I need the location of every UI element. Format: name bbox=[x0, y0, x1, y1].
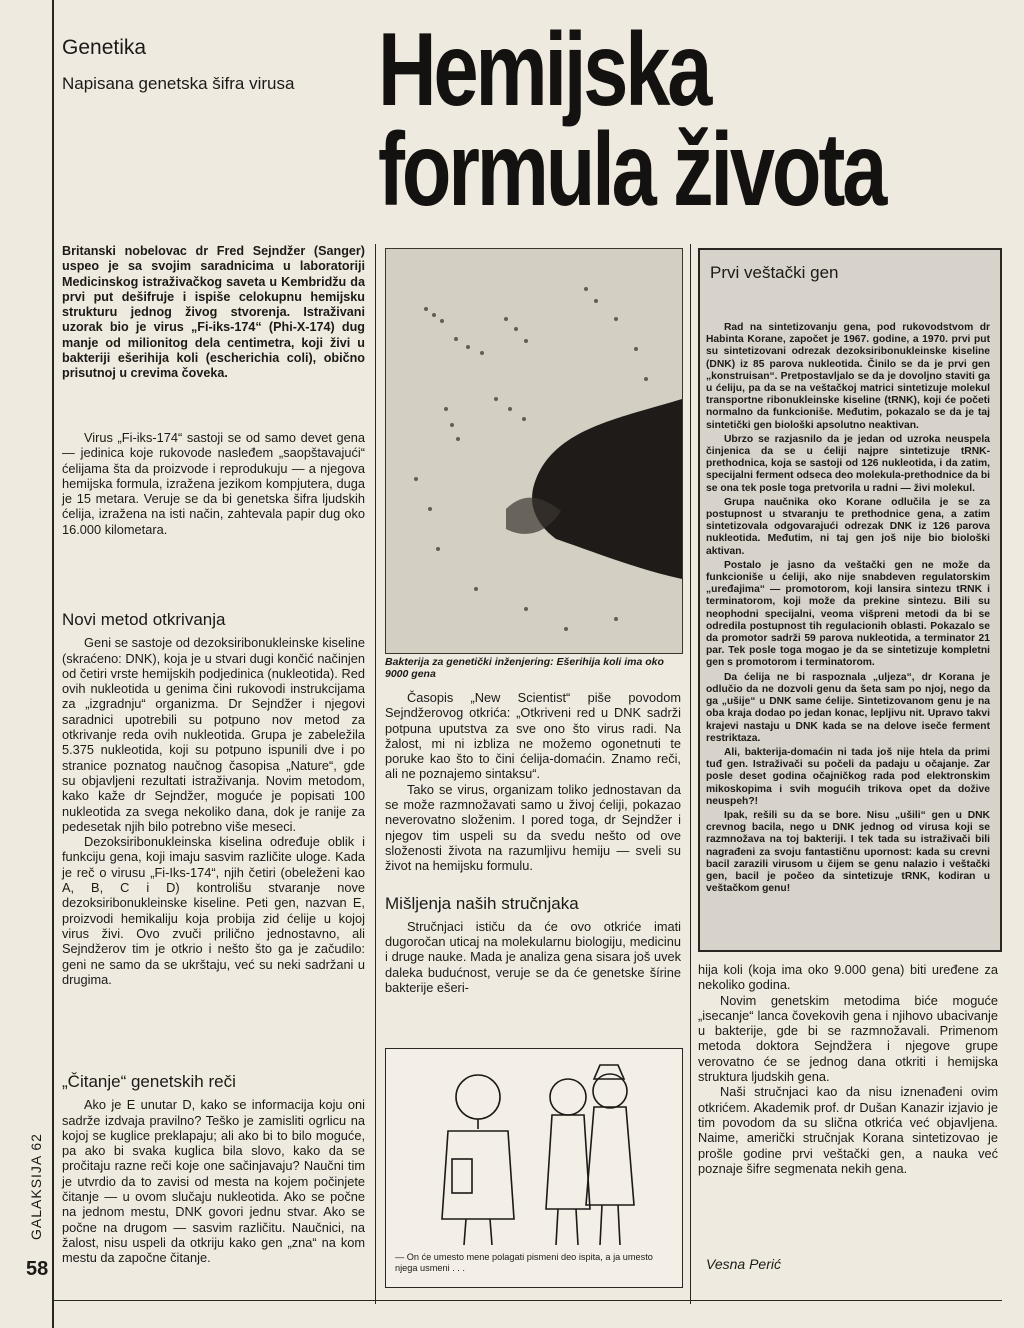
box-paragraph-1: Rad na sintetizovanju gena, pod rukovodstvom dr Habinta Korane, započet je 1967. godine, a 1970. prvi put su sintetizovani odrezak dezoksiribonukleinske kiseline (DNK) iz 85 parova nukleotida. Činilo se da je prvi gen „konstruisan“. Pretpostavljalo se da je dovoljno staviti ga u ćeliju, pa da se na veštačkoj matrici sintetizuje molekul transportne ribonukleinske kiseline (tRNK), koji će početi normalno da funkcioniše. Međutim, pokazalo se da je taj sintetički gen biološki apsolutno neaktivan. bbox=[706, 322, 990, 431]
column-rule-2 bbox=[690, 244, 691, 1304]
col1-paragraph-3: Dezoksiribonukleinska kiselina određuje oblik i funkciju gena, koji imaju sasvim različite uloge. Kada je reč o virusu „Fi-Iks-174“, njih četiri (obeleženi kao A, B, C i D) kontrolišu stvaranje nove dezoksiribonukleinske kiseline. Peti gen, nazvan E, proizvodi hemikaliju koja probija zid ćelije u kojoj virus živi. Ovo zvuči prilično jednostavno, ali Sejndžerov tim je otkrio i nešto što ga je začudilo: geni ne samo da se ukrštaju, već su neki sadržani u drugima. bbox=[62, 834, 365, 987]
bottom-rule bbox=[52, 1300, 1002, 1301]
cartoon-caption: — On će umesto mene polagati pismeni deo ispita, a ja umesto njega usmeni . . . bbox=[395, 1252, 653, 1273]
left-margin-rule bbox=[52, 0, 54, 1328]
col2-paragraph-1: Časopis „New Scientist“ piše povodom Sejndžerovog otkrića: „Otkriveni red u DNK sadrži potpuna uputstva za sve ono što virus radi. Na žalost, mi ni izbliza ne možemo ogonetnuti te poruke kao što to čini ćelija-domaćin. Znamo reči, ali ne poznajemo sintaksu“. bbox=[385, 690, 681, 782]
column-rule-1 bbox=[375, 244, 376, 1304]
sidebar-box-title: Prvi veštački gen bbox=[710, 263, 839, 282]
photo-caption: Bakterija za genetički inženjering: Ešerihija koli ima oko 9000 gena bbox=[385, 656, 664, 680]
body-section bbox=[385, 690, 681, 995]
author-byline: Vesna Perić bbox=[706, 1256, 781, 1272]
box-paragraph-7: Ipak, rešili su da se bore. Nisu „ušili“ gen u DNK crevnog bacila, nego u DNK jednog od virusa koji se razmnožava na toj bakteriji. I tek tada su istraživači bili nagrađeni za svoju fantastičnu upornost: kada su crevni bacil zarazili virusom u čijem se genu nalazio i veštački gen, bacil je počeo da sintetizuje tRNK, kodiran u veštačkom genu! bbox=[706, 809, 990, 895]
col3-paragraph-1: hija koli (koja ima oko 9.000 gena) biti uređene za nekoliko godina. bbox=[698, 962, 998, 993]
bacteria-micrograph-image bbox=[386, 249, 682, 653]
col2-paragraph-3: Stručnjaci ističu da će ovo otkriće imati dugoročan uticaj na molekularnu biologiju, medicinu i druge nauke. Mada je analiza gena sisara još uvek daleka budućnost, veruje se da će genetske šírine bakterije ešeri- bbox=[385, 918, 681, 996]
body-paragraph bbox=[62, 430, 365, 537]
box-paragraph-5: Da ćelija ne bi raspoznala „uljeza“, dr Korana je odlučio da ne dozvoli genu da šeta sam po njoj, nego da ga „ušije“ u DNK same ćelije. Sintetizovanom genu je na oba kraja dodao po jedan konac, lepljivu nit. Upravo takvi krajevi nastaju u DNK kada se na delove iseče ferment restriktaza. bbox=[706, 671, 990, 744]
lead-paragraph: Britanski nobelovac dr Fred Sejndžer (Sanger) uspeo je sa svojim saradnicima u laboratoriji Medicinskog istraživačkog saveta u Kembridžu da prvi put dešifruje i ispiše celokupnu hemijsku strukturu jednog živog stvorenja. Istraživani uzorak bio je virus „Fi-iks-174“ (Phi-X-174) dug manje od milionitog dela centimetra, koji živi u bakteriji ešerihija koli (escherichia coli), obično prisutnoj u crevima čoveka. bbox=[62, 244, 365, 381]
subheading-reading: „Čitanje“ genetskih reči bbox=[62, 1072, 236, 1091]
body-section bbox=[62, 1074, 365, 1266]
col1-paragraph-4: Ako je E unutar D, kako se informacija koju oni sadrže izdvaja pravilno? Teško je zamisliti ogrlicu na kojoj se kuglice preklapaju; ali ako bi to bilo moguće, pa ako bi svaka kuglica bila slovo, kako da se pročitaju razne reči koje one sačinjavaju? Naučni tim je utvrdio da to zavisi od mesta na kojem počinjete čitanje — u ovom slučaju nukleotida. Ako se počne na jednom mestu, DNK govori jednu stvar. Ako se počne na drugom — sasvim različitu. Naučnici, na žalost, nisu uspeli da otkriju kako gen „zna“ na kom mestu da započne čitanje. bbox=[62, 1097, 365, 1266]
box-paragraph-4: Postalo je jasno da veštački gen ne može da funkcioniše u ćeliji, ako nije snabdeven regulatorskim „uređajima“ — promotorom, koji lansira sintezu tRNK i terminatorom, koji može da prekine sintezu. Bili su neophodni specijalni, veoma višpreni metodi da bi se odredila postupnost tih regulacionih oblasti. Pokazalo se da promotor sadrži 59 parova nukleotida, a terminator 21 par. Tek posle toga mogao je da se sintetizuje kompletni gen s promotorom i terminatorom. bbox=[706, 559, 990, 669]
cartoon-drawing bbox=[386, 1049, 682, 1249]
col3-paragraph-2: Novim genetskim metodima biće moguće „isecanje“ lanca čovekovih gena i njihovo ubacivanje u bakterije, gde bi se razmnožavali. Primenom metoda doktora Sejndžera i njegove grupe verovatno će se jednog dana otkriti i hemijska struktura ljudskih gena. bbox=[698, 992, 998, 1085]
box-paragraph-2: Ubrzo se razjasnilo da je jedan od uzroka neuspela činjenica da se u ćeliji najpre sintetizuje tRNK-prethodnica, koja se sastoji od 126 nukleotida, i da zatim, specijalni ferment odseca deo molekula-prethodnice da bi se ona tek posle toga pretvorila u radni — živi molekul. bbox=[706, 433, 990, 494]
headline-line-2: formula života bbox=[378, 112, 885, 228]
sidebar-box-body bbox=[706, 322, 990, 897]
body-section bbox=[698, 962, 998, 1176]
body-section bbox=[62, 612, 365, 987]
article-subtitle: Napisana genetska šifra virusa bbox=[62, 74, 295, 93]
magazine-name: GALAKSIJA 62 bbox=[28, 1133, 44, 1240]
bacteria-photo bbox=[385, 248, 683, 654]
page-number: 58 bbox=[26, 1258, 49, 1280]
col2-paragraph-2: Tako se virus, organizam toliko jednostavan da se može razmnožavati samo u živoj ćeliji, pokazao neverovatno složenim. I pored toga, dr Sejndžer i njegov tim uspeli su da svedu nešto od ove složenosti života na razumljivu hemiju — sveli su život na hemijsku formulu. bbox=[385, 781, 681, 874]
headline bbox=[378, 12, 885, 228]
section-label: Genetika bbox=[62, 36, 147, 59]
headline-line-1: Hemijska bbox=[378, 12, 710, 128]
box-paragraph-3: Grupa naučnika oko Korane odlučila je se za postupnost u stvaranju te prethodnice gena, a zatim sintetizovala odgovarajući odrezak DNK iz 126 parova nukleotida. Međutim, ni taj gen još nije bio biološki aktivan. bbox=[706, 496, 990, 557]
subheading-new-method: Novi metod otkrivanja bbox=[62, 610, 226, 629]
subheading-experts: Mišljenja naših stručnjaka bbox=[385, 893, 579, 913]
col3-paragraph-3: Naši stručnjaci kao da nisu iznenađeni ovim otkrićem. Akademik prof. dr Dušan Kanazir izjavio je tim povodom da su slična otkrića već objavljena. Naime, američki stručnjak Korana sintetizovao je prošle godine prvi veštački gen, a nauka već poznaje šifre segmenata nekih gena. bbox=[698, 1084, 998, 1176]
col1-paragraph-2: Geni se sastoje od dezoksiribonukleinske kiseline (skraćeno: DNK), koja je u stvari dugi končić načinjen od četiri vrste hemijskih podjedinica (nukleotida). Red ovih nukleotida u genima čini rukovodi instrukcijama za „izgradnju“ organizma. Dr Sejndžer i njegovi saradnici upotrebili su potpuno nov metod za otkrivanje reda ovih nukleotida. Grupa je zabeležila 5.375 nukleotida, koji su potpuno ispunili dve i po stranice poznatog naučnog časopisa „Nature“, gde su objavljeni rezultati istraživanja. Novim metodom, kako kaže dr Sejndžer, moguće je popisati 100 nukleotida za svega nekoliko dana, dok je ranije za pedesetak njih bilo potrebno više meseci. bbox=[62, 635, 365, 834]
col1-paragraph-1: Virus „Fi-iks-174“ sastoji se od samo devet gena — jedinica koje rukovode nasleđem „saopštavajući“ ćelijama šta da proizvode i reprodukuju — a njegova hemijska formula, izražena jezikom kompjutera, duga je 15 metara. Veruje se da bi genetska šifra ljudskih ćelija, izražena na isti način, zahtevala papir dug oko 16.000 kilometara. bbox=[62, 430, 365, 537]
box-paragraph-6: Ali, bakterija-domaćin ni tada još nije htela da primi tuđ gen. Istraživači su počeli da padaju u očajanje. Zar posle deset godina očajničkog rada pod elektronskim mikoskopima i svih mogućih trikova opet da dožive neuspeh?! bbox=[706, 746, 990, 807]
